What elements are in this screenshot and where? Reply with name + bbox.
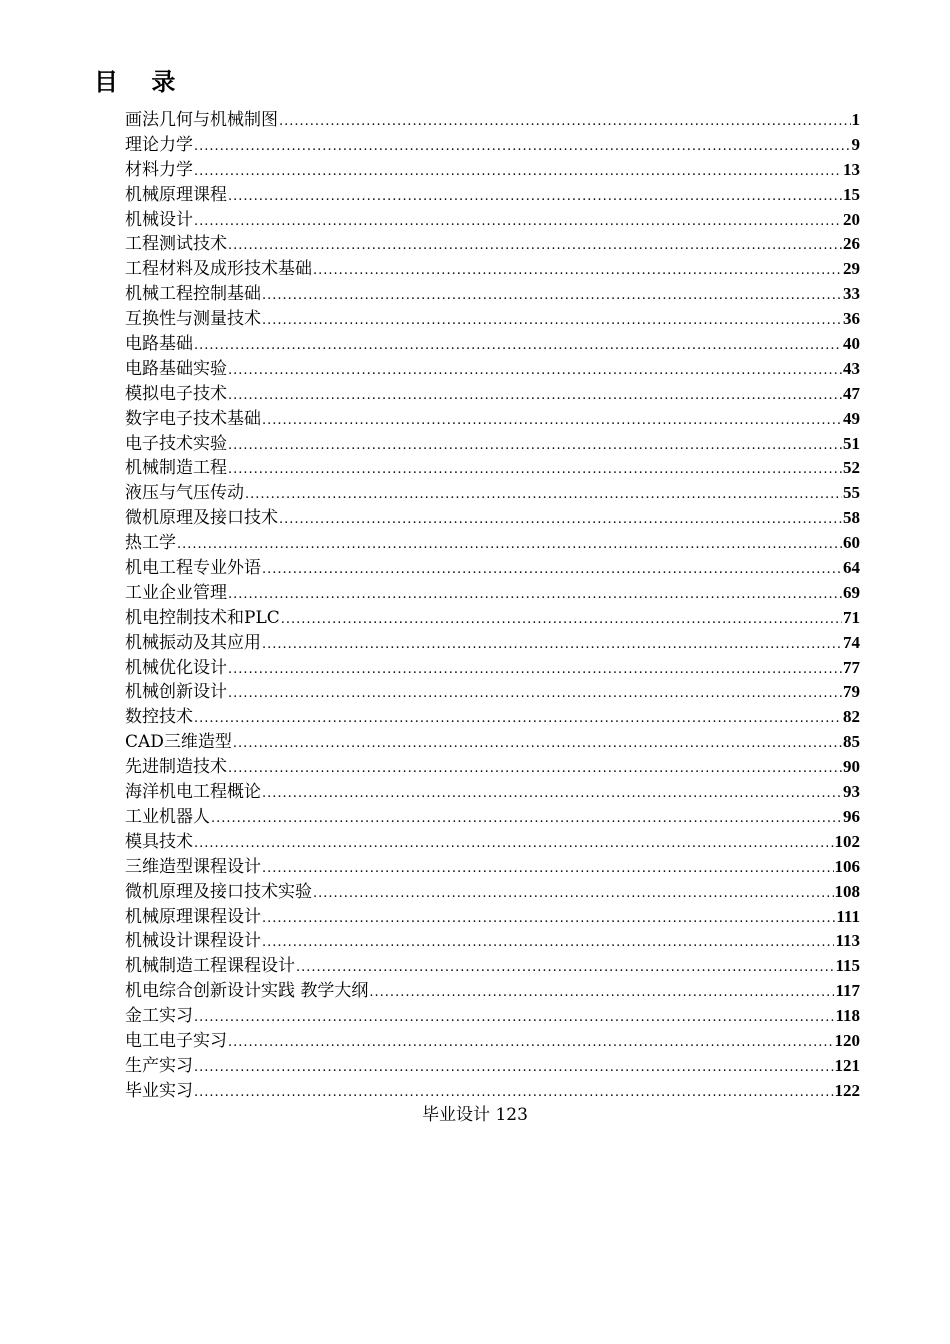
toc-trailing-entry: 毕业设计 123 [422,1105,528,1125]
toc-entry-label: 机械原理课程设计 [125,906,261,927]
toc-entry-page-number: 13 [843,159,860,179]
toc-entry-label: 模具技术 [125,831,193,852]
toc-entry-label: 生产实习 [125,1055,193,1076]
toc-dot-leader [194,210,842,233]
toc-dot-leader [194,1006,834,1029]
toc-dot-leader [194,160,842,183]
toc-entry[interactable] [125,183,860,208]
toc-entry-page-number: 60 [843,533,860,553]
toc-entry-label: 微机原理及接口技术实验 [125,881,312,902]
toc-dot-leader [262,633,842,656]
toc-entry[interactable] [125,481,860,506]
toc-dot-leader [177,533,842,556]
toc-entry-page-number: 55 [843,483,860,503]
toc-entry-label: 机械振动及其应用 [125,632,261,653]
toc-entry-page-number: 64 [843,558,860,578]
toc-entry-label: 热工学 [125,533,176,554]
toc-entry-page-number: 113 [835,931,860,951]
toc-entry[interactable] [125,432,860,457]
toc-entry[interactable] [125,208,860,233]
toc-entry-page-number: 40 [843,334,860,354]
toc-entry-page-number: 71 [843,607,860,627]
toc-entry-page-number: 33 [843,284,860,304]
toc-entry-page-number: 9 [851,134,860,154]
toc-entry[interactable] [125,581,860,606]
toc-entry-page-number: 1 [851,110,860,129]
toc-entry[interactable] [125,805,860,830]
toc-entry-page-number: 82 [843,707,860,727]
toc-entry-label: 机械制造工程 [125,458,227,479]
toc-entry-page-number: 90 [843,757,860,777]
toc-entry-page-number: 102 [834,831,860,851]
toc-entry[interactable] [125,1029,860,1054]
toc-dot-leader [262,409,842,432]
toc-dot-leader [262,782,842,805]
toc-entry-label: 机械工程控制基础 [125,284,261,305]
toc-dot-leader [262,931,834,954]
toc-dot-leader [245,483,842,506]
toc-entry[interactable] [125,282,860,307]
toc-entry-page-number: 96 [843,806,860,826]
toc-entry[interactable] [125,307,860,332]
toc-entry-label: 材料力学 [125,159,193,180]
toc-entry-page-number: 117 [835,981,860,1001]
toc-dot-leader [262,558,842,581]
toc-entry[interactable] [125,506,860,531]
toc-entry[interactable] [125,133,860,158]
toc-entry-label: 机械设计课程设计 [125,931,261,952]
toc-entry-page-number: 36 [843,309,860,329]
toc-entry-label: 机械制造工程课程设计 [125,956,295,977]
toc-entry-page-number: 20 [843,209,860,229]
toc-entry-label: 金工实习 [125,1006,193,1027]
toc-dot-leader [194,707,842,730]
toc-entry-label: 机电综合创新设计实践 教学大纲 [125,981,369,1002]
toc-entry-page-number: 15 [843,184,860,204]
toc-entry-label: 数字电子技术基础 [125,408,261,429]
toc-entry[interactable] [125,905,860,930]
toc-entry-label: 先进制造技术 [125,757,227,778]
toc-list [125,108,860,1104]
toc-entry-label: 毕业实习 [125,1080,193,1101]
toc-entry-page-number: 47 [843,383,860,403]
toc-entry-label: 电路基础 [125,334,193,355]
toc-entry[interactable] [125,880,860,905]
toc-entry[interactable] [125,830,860,855]
toc-entry-label: 工程材料及成形技术基础 [125,259,312,280]
toc-entry[interactable] [125,755,860,780]
toc-dot-leader [194,334,842,357]
toc-dot-leader [279,110,851,133]
toc-dot-leader [262,907,835,930]
toc-title: 目 录 [94,67,176,96]
toc-dot-leader [228,658,842,681]
toc-dot-leader [228,458,842,481]
toc-entry[interactable] [125,1004,860,1029]
toc-dot-leader [194,135,851,158]
toc-entry[interactable] [125,1054,860,1079]
toc-entry-label: 海洋机电工程概论 [125,782,261,803]
toc-entry[interactable] [125,730,860,755]
toc-entry-label: 数控技术 [125,707,193,728]
toc-entry[interactable] [125,954,860,979]
toc-entry[interactable] [125,705,860,730]
toc-entry-label: 机电工程专业外语 [125,558,261,579]
toc-entry-page-number: 121 [834,1055,860,1075]
toc-dot-leader [262,309,842,332]
toc-entry-page-number: 29 [843,259,860,279]
toc-dot-leader [233,732,842,755]
toc-entry-page-number: 108 [834,881,860,901]
toc-entry-label: 电路基础实验 [125,358,227,379]
toc-dot-leader [228,185,842,208]
toc-entry-page-number: 69 [843,582,860,602]
toc-entry-page-number: 118 [835,1006,860,1026]
toc-entry-page-number: 120 [834,1030,860,1050]
toc-entry-page-number: 106 [834,856,860,876]
toc-entry[interactable] [125,158,860,183]
toc-entry-label: 画法几何与机械制图 [125,110,278,130]
toc-entry-label: 机电控制技术和PLC [125,607,280,628]
toc-entry[interactable] [125,556,860,581]
toc-dot-leader [228,757,842,780]
toc-entry[interactable] [125,606,860,631]
toc-dot-leader [228,384,842,407]
toc-entry[interactable] [125,232,860,257]
toc-entry-page-number: 52 [843,458,860,478]
toc-entry-label: 机械创新设计 [125,682,227,703]
toc-entry[interactable] [125,382,860,407]
toc-entry-label: 机械设计 [125,209,193,230]
toc-entry-label: 工程测试技术 [125,234,227,255]
toc-entry[interactable] [125,656,860,681]
toc-entry[interactable] [125,680,860,705]
toc-dot-leader [281,608,842,631]
toc-entry-page-number: 77 [843,657,860,677]
toc-entry-page-number: 79 [843,682,860,702]
toc-dot-leader [313,882,834,905]
toc-entry-page-number: 111 [836,906,860,926]
toc-entry-label: 电工电子实习 [125,1030,227,1051]
toc-dot-leader [262,284,842,307]
toc-entry-page-number: 93 [843,782,860,802]
toc-dot-leader [369,981,834,1004]
toc-dot-leader [313,259,842,282]
toc-entry-label: 理论力学 [125,134,193,155]
toc-dot-leader [228,234,842,257]
toc-entry[interactable] [125,780,860,805]
toc-entry[interactable] [125,979,860,1004]
toc-dot-leader [228,434,842,457]
toc-dot-leader [262,857,834,880]
toc-entry-page-number: 115 [835,956,860,976]
toc-entry[interactable] [125,531,860,556]
toc-entry-label: 微机原理及接口技术 [125,508,278,529]
toc-entry-label: 工业企业管理 [125,582,227,603]
toc-entry[interactable] [125,855,860,880]
toc-entry-label: CAD三维造型 [125,732,232,753]
toc-dot-leader [228,682,842,705]
toc-entry[interactable] [125,332,860,357]
toc-entry-label: 液压与气压传动 [125,483,244,504]
toc-entry-page-number: 51 [843,433,860,453]
toc-entry[interactable] [125,357,860,382]
toc-entry[interactable] [125,456,860,481]
toc-entry[interactable] [125,407,860,432]
toc-entry-label: 工业机器人 [125,806,210,827]
toc-entry[interactable] [125,108,860,133]
toc-dot-leader [279,508,842,531]
toc-dot-leader [228,359,842,382]
toc-entry-label: 机械优化设计 [125,657,227,678]
toc-entry[interactable] [125,631,860,656]
toc-entry-page-number: 26 [843,234,860,254]
toc-entry-label: 电子技术实验 [125,433,227,454]
toc-dot-leader [228,1031,834,1054]
toc-entry-label: 三维造型课程设计 [125,856,261,877]
toc-entry-page-number: 74 [843,632,860,652]
toc-dot-leader [194,832,834,855]
toc-dot-leader [194,1056,834,1079]
toc-entry[interactable] [125,929,860,954]
toc-entry-label: 模拟电子技术 [125,383,227,404]
toc-dot-leader [296,956,834,979]
toc-entry-page-number: 58 [843,508,860,528]
toc-dot-leader [211,807,842,830]
toc-entry[interactable] [125,257,860,282]
toc-entry-page-number: 49 [843,408,860,428]
toc-entry-page-number: 85 [843,732,860,752]
toc-dot-leader [194,1081,834,1104]
toc-entry-page-number: 122 [834,1080,860,1100]
toc-entry-label: 互换性与测量技术 [125,309,261,330]
toc-entry[interactable] [125,1079,860,1104]
toc-entry-page-number: 43 [843,358,860,378]
toc-entry-label: 机械原理课程 [125,184,227,205]
toc-dot-leader [228,583,842,606]
